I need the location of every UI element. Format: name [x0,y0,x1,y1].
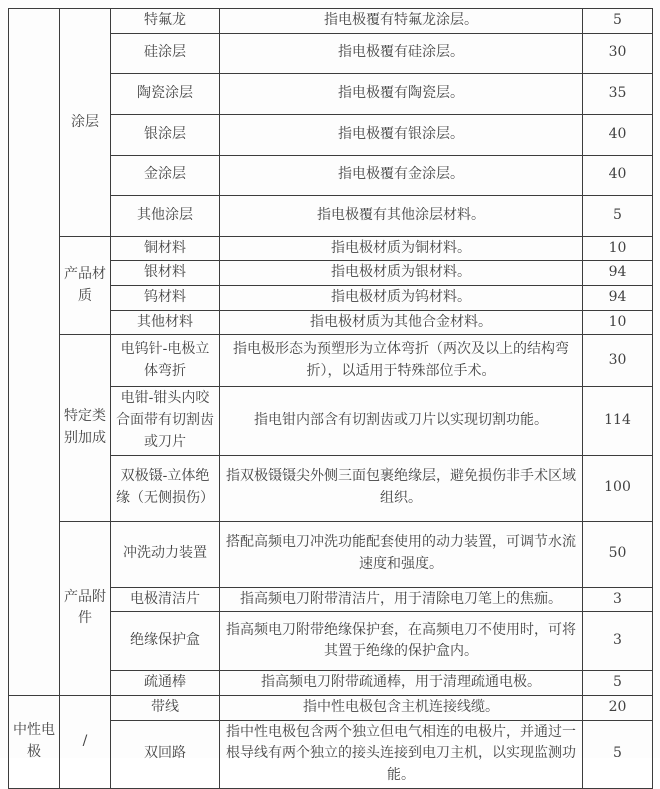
score-cell: 3 [583,612,653,671]
score-cell: 5 [583,195,653,236]
description-cell: 指电极覆有陶瓷层。 [220,73,583,114]
item-name-cell: 电极清洁片 [111,587,220,612]
category-cell-neutral-electrode: 中性电极 [9,695,60,788]
description-cell: 指双极镊镊尖外侧三面包裹绝缘层，避免损伤非手术区域组织。 [220,455,583,521]
description-cell: 搭配高频电刀冲洗功能配套使用的动力装置，可调节水流速度和强度。 [220,521,583,587]
group-cell-material: 产品材质 [60,236,111,335]
description-cell: 指电极材质为银材料。 [220,261,583,286]
description-cell: 指电极覆有特氟龙涂层。 [220,9,583,34]
score-cell: 50 [583,521,653,587]
score-cell: 10 [583,236,653,261]
description-cell: 指电极覆有金涂层。 [220,155,583,195]
score-cell: 40 [583,114,653,155]
score-cell: 94 [583,261,653,286]
score-cell: 40 [583,155,653,195]
item-name-cell: 金涂层 [111,155,220,195]
item-name-cell: 其他涂层 [111,195,220,236]
description-cell: 指电极材质为铜材料。 [220,236,583,261]
description-cell: 指电极覆有硅涂层。 [220,33,583,73]
score-cell: 94 [583,286,653,311]
table-row [9,335,653,387]
score-cell: 30 [583,33,653,73]
classification-score-table [8,8,653,789]
description-cell: 指电极覆有其他涂层材料。 [220,195,583,236]
item-name-cell: 其他材料 [111,310,220,335]
table-row [9,695,653,720]
description-cell: 指高频电刀附带清洁片，用于清除电刀笔上的焦痂。 [220,587,583,612]
description-cell: 指中性电极包含主机连接线缆。 [220,695,583,720]
description-cell: 指中性电极包含两个独立但电气相连的电极片，并通过一根导线有两个独立的接头连接到电刀主机，以实现监测功能。 [220,720,583,788]
item-name-cell: 特氟龙 [111,9,220,34]
description-cell: 指高频电刀附带绝缘保护套，在高频电刀不使用时，可将其置于绝缘的保护盒内。 [220,612,583,671]
item-name-cell: 银材料 [111,261,220,286]
description-cell: 指电极形态为预塑形为立体弯折（两次及以上的结构弯折），以适用于特殊部位手术。 [220,335,583,387]
item-name-cell: 陶瓷涂层 [111,73,220,114]
item-name-cell: 双回路 [111,720,220,788]
table-row [9,236,653,261]
score-cell: 20 [583,695,653,720]
group-cell-special-addon: 特定类别加成 [60,335,111,521]
item-name-cell: 绝缘保护盒 [111,612,220,671]
table-row [9,9,653,34]
item-name-cell: 电钳-钳头内咬合面带有切割齿或刀片 [111,387,220,455]
score-cell: 3 [583,587,653,612]
description-cell: 指电极覆有银涂层。 [220,114,583,155]
group-cell-coating: 涂层 [60,9,111,237]
table-row [9,521,653,587]
item-name-cell: 冲洗动力装置 [111,521,220,587]
description-cell: 指电极材质为钨材料。 [220,286,583,311]
score-cell: 5 [583,720,653,788]
group-cell-slash: / [60,695,111,788]
group-cell-accessory: 产品附件 [60,521,111,695]
description-cell: 指高频电刀附带疏通棒，用于清理疏通电极。 [220,671,583,696]
description-cell: 指电钳内部含有切割齿或刀片以实现切割功能。 [220,387,583,455]
item-name-cell: 带线 [111,695,220,720]
score-cell: 5 [583,9,653,34]
item-name-cell: 疏通棒 [111,671,220,696]
score-cell: 100 [583,455,653,521]
score-cell: 30 [583,335,653,387]
item-name-cell: 硅涂层 [111,33,220,73]
description-cell: 指电极材质为其他合金材料。 [220,310,583,335]
item-name-cell: 银涂层 [111,114,220,155]
score-cell: 5 [583,671,653,696]
score-cell: 10 [583,310,653,335]
item-name-cell: 钨材料 [111,286,220,311]
item-name-cell: 双极镊-立体绝缘（无侧损伤） [111,455,220,521]
score-cell: 35 [583,73,653,114]
category-cell-blank [9,9,60,696]
score-cell: 114 [583,387,653,455]
item-name-cell: 铜材料 [111,236,220,261]
item-name-cell: 电钨针-电极立体弯折 [111,335,220,387]
